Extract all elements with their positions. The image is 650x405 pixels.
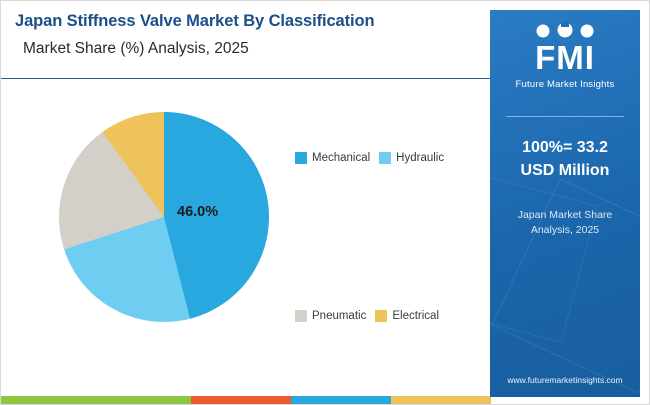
logo-ornament-icon (533, 22, 597, 39)
legend-label-pneumatic: Pneumatic (312, 310, 367, 322)
total-value-block (490, 136, 640, 182)
legend-label-electrical: Electrical (392, 310, 439, 322)
legend-item-hydraulic[interactable] (379, 152, 444, 164)
brand-side-panel (490, 10, 640, 397)
legend-item-mechanical[interactable] (295, 152, 370, 164)
legend-swatch-pneumatic (295, 310, 307, 322)
panel-caption-line-2: Analysis, 2025 (530, 224, 600, 237)
logo-text: FMI (535, 39, 595, 76)
page-subtitle: Market Share (%) Analysis, 2025 (23, 39, 249, 57)
legend-row-top (295, 152, 444, 164)
bar-segment-orange (191, 396, 291, 404)
total-value-line-2: USD Million (520, 162, 610, 180)
total-value-line-1: 100%= 33.2 (522, 139, 608, 156)
bar-segment-green (1, 396, 191, 404)
legend-item-pneumatic[interactable] (295, 310, 366, 322)
pie-data-label: 46.0% (177, 204, 219, 220)
panel-caption (490, 208, 640, 238)
logo-tagline: Future Market Insights (515, 79, 615, 90)
brand-logo (490, 22, 640, 90)
panel-divider (506, 116, 624, 117)
bottom-color-bar (1, 396, 491, 404)
panel-website-url[interactable]: www.futuremarketinsights.com (507, 375, 623, 385)
pie-slices (59, 112, 269, 322)
legend-swatch-hydraulic (379, 152, 391, 164)
chart-area (1, 80, 491, 391)
legend-row-bottom (295, 310, 439, 322)
page-title: Japan Stiffness Valve Market By Classification (15, 12, 375, 30)
legend-swatch-mechanical (295, 152, 307, 164)
bar-segment-yellow (391, 396, 491, 404)
legend-label-mechanical: Mechanical (312, 152, 371, 164)
bar-segment-blue (291, 396, 391, 404)
legend-label-hydraulic: Hydraulic (396, 152, 445, 164)
panel-caption-line-1: Japan Market Share (517, 209, 613, 221)
legend-swatch-electrical (375, 310, 387, 322)
pie-chart (59, 112, 269, 322)
chart-header (1, 1, 491, 79)
legend-item-electrical[interactable] (375, 310, 439, 322)
